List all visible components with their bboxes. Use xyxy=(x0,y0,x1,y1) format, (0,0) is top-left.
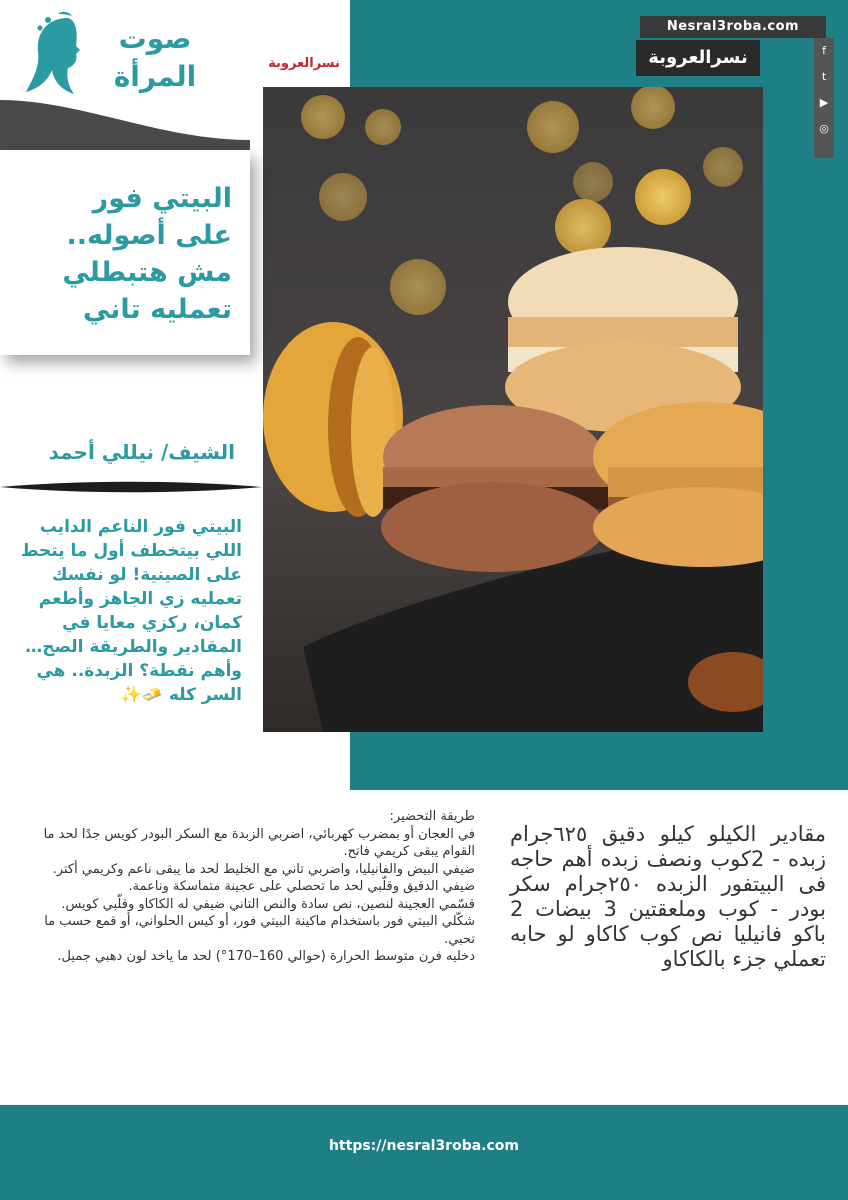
brand-name-line1: صوت xyxy=(118,22,192,55)
step-item: دخليه فرن متوسط الحرارة (حوالي 160–170°) لحد ما ياخد لون دهبي جميل. xyxy=(57,949,475,964)
intro-paragraph: البيتي فور الناعم الدايب اللي بيتخطف أول ما يتحط على الصينية! لو نفسك تعمليه زي الجاهز وأطعم كمان، ركزي معايا في المقادير والطريقة الصح… وأهم نقطة؟ الزبدة.. هي السر كله 🧈✨ xyxy=(20,517,242,705)
title-line4: تعمليه تاني xyxy=(82,294,232,325)
woman-profile-icon xyxy=(18,10,103,100)
ingredients-paragraph: مقادير الكيلو كيلو دقيق ٦٢٥جرام زبده - 2كوب ونصف زبده أهم حاجه فى البيتفور الزبده ٢٥٠جرام سكر بودر - كوب وملعقتين 3 بيضات 2 باكو فانيليا نص كوب كاكاو لو حابه تعملي جزء بالكاكاو xyxy=(510,822,826,971)
step-item: شكّلي البيتي فور باستخدام ماكينة البيتي فور، أو كيس الحلواني، أو قمع حسب ما تحبي. xyxy=(44,914,475,947)
preparation-steps xyxy=(20,808,475,966)
title-line2: على أصوله.. xyxy=(66,220,232,251)
step-item: في العجان أو بمضرب كهربائي، اضربي الزبدة مع السكر البودر كويس جدًا لحد ما القوام يبقى كريمي فاتح. xyxy=(43,826,475,859)
newspaper-logo-small: نسرالعروبة xyxy=(268,56,340,71)
title-line1: البيتي فور xyxy=(92,183,232,214)
newspaper-logo: نسرالعروبة xyxy=(636,40,760,76)
brand-name xyxy=(100,20,210,96)
chef-name: الشيف/ نيللي أحمد xyxy=(48,440,235,464)
site-domain-badge: Nesral3roba.com xyxy=(640,16,826,38)
step-item: قسّمي العجينة لنصين، نص سادة والنص التاني ضيفي له الكاكاو وقلّبي كويس. xyxy=(61,896,475,912)
footer-url-link[interactable]: https://nesral3roba.com xyxy=(328,1138,520,1154)
brand-name-line2: المرأة xyxy=(113,60,197,93)
chef-underline xyxy=(0,478,262,496)
facebook-icon[interactable]: f xyxy=(822,44,826,57)
step-item: ضيفي الدقيق وقلّبي لحد ما تحصلي على عجينة متماسكة وناعمة. xyxy=(128,879,475,894)
instagram-icon[interactable]: ◎ xyxy=(819,122,829,135)
social-bar xyxy=(814,38,834,158)
twitter-icon[interactable]: t xyxy=(821,70,827,83)
article-title xyxy=(10,180,232,328)
step-item: ضيفي البيض والفانيليا، واضربي تاني مع الخليط لحد ما يبقى ناعم وكريمي أكتر. xyxy=(52,861,475,877)
youtube-icon[interactable]: ▶ xyxy=(819,96,829,109)
title-line3: مش هتبطلي xyxy=(62,257,232,288)
macarons-photo xyxy=(263,87,763,732)
steps-heading: طريقة التحضير: xyxy=(389,809,475,824)
